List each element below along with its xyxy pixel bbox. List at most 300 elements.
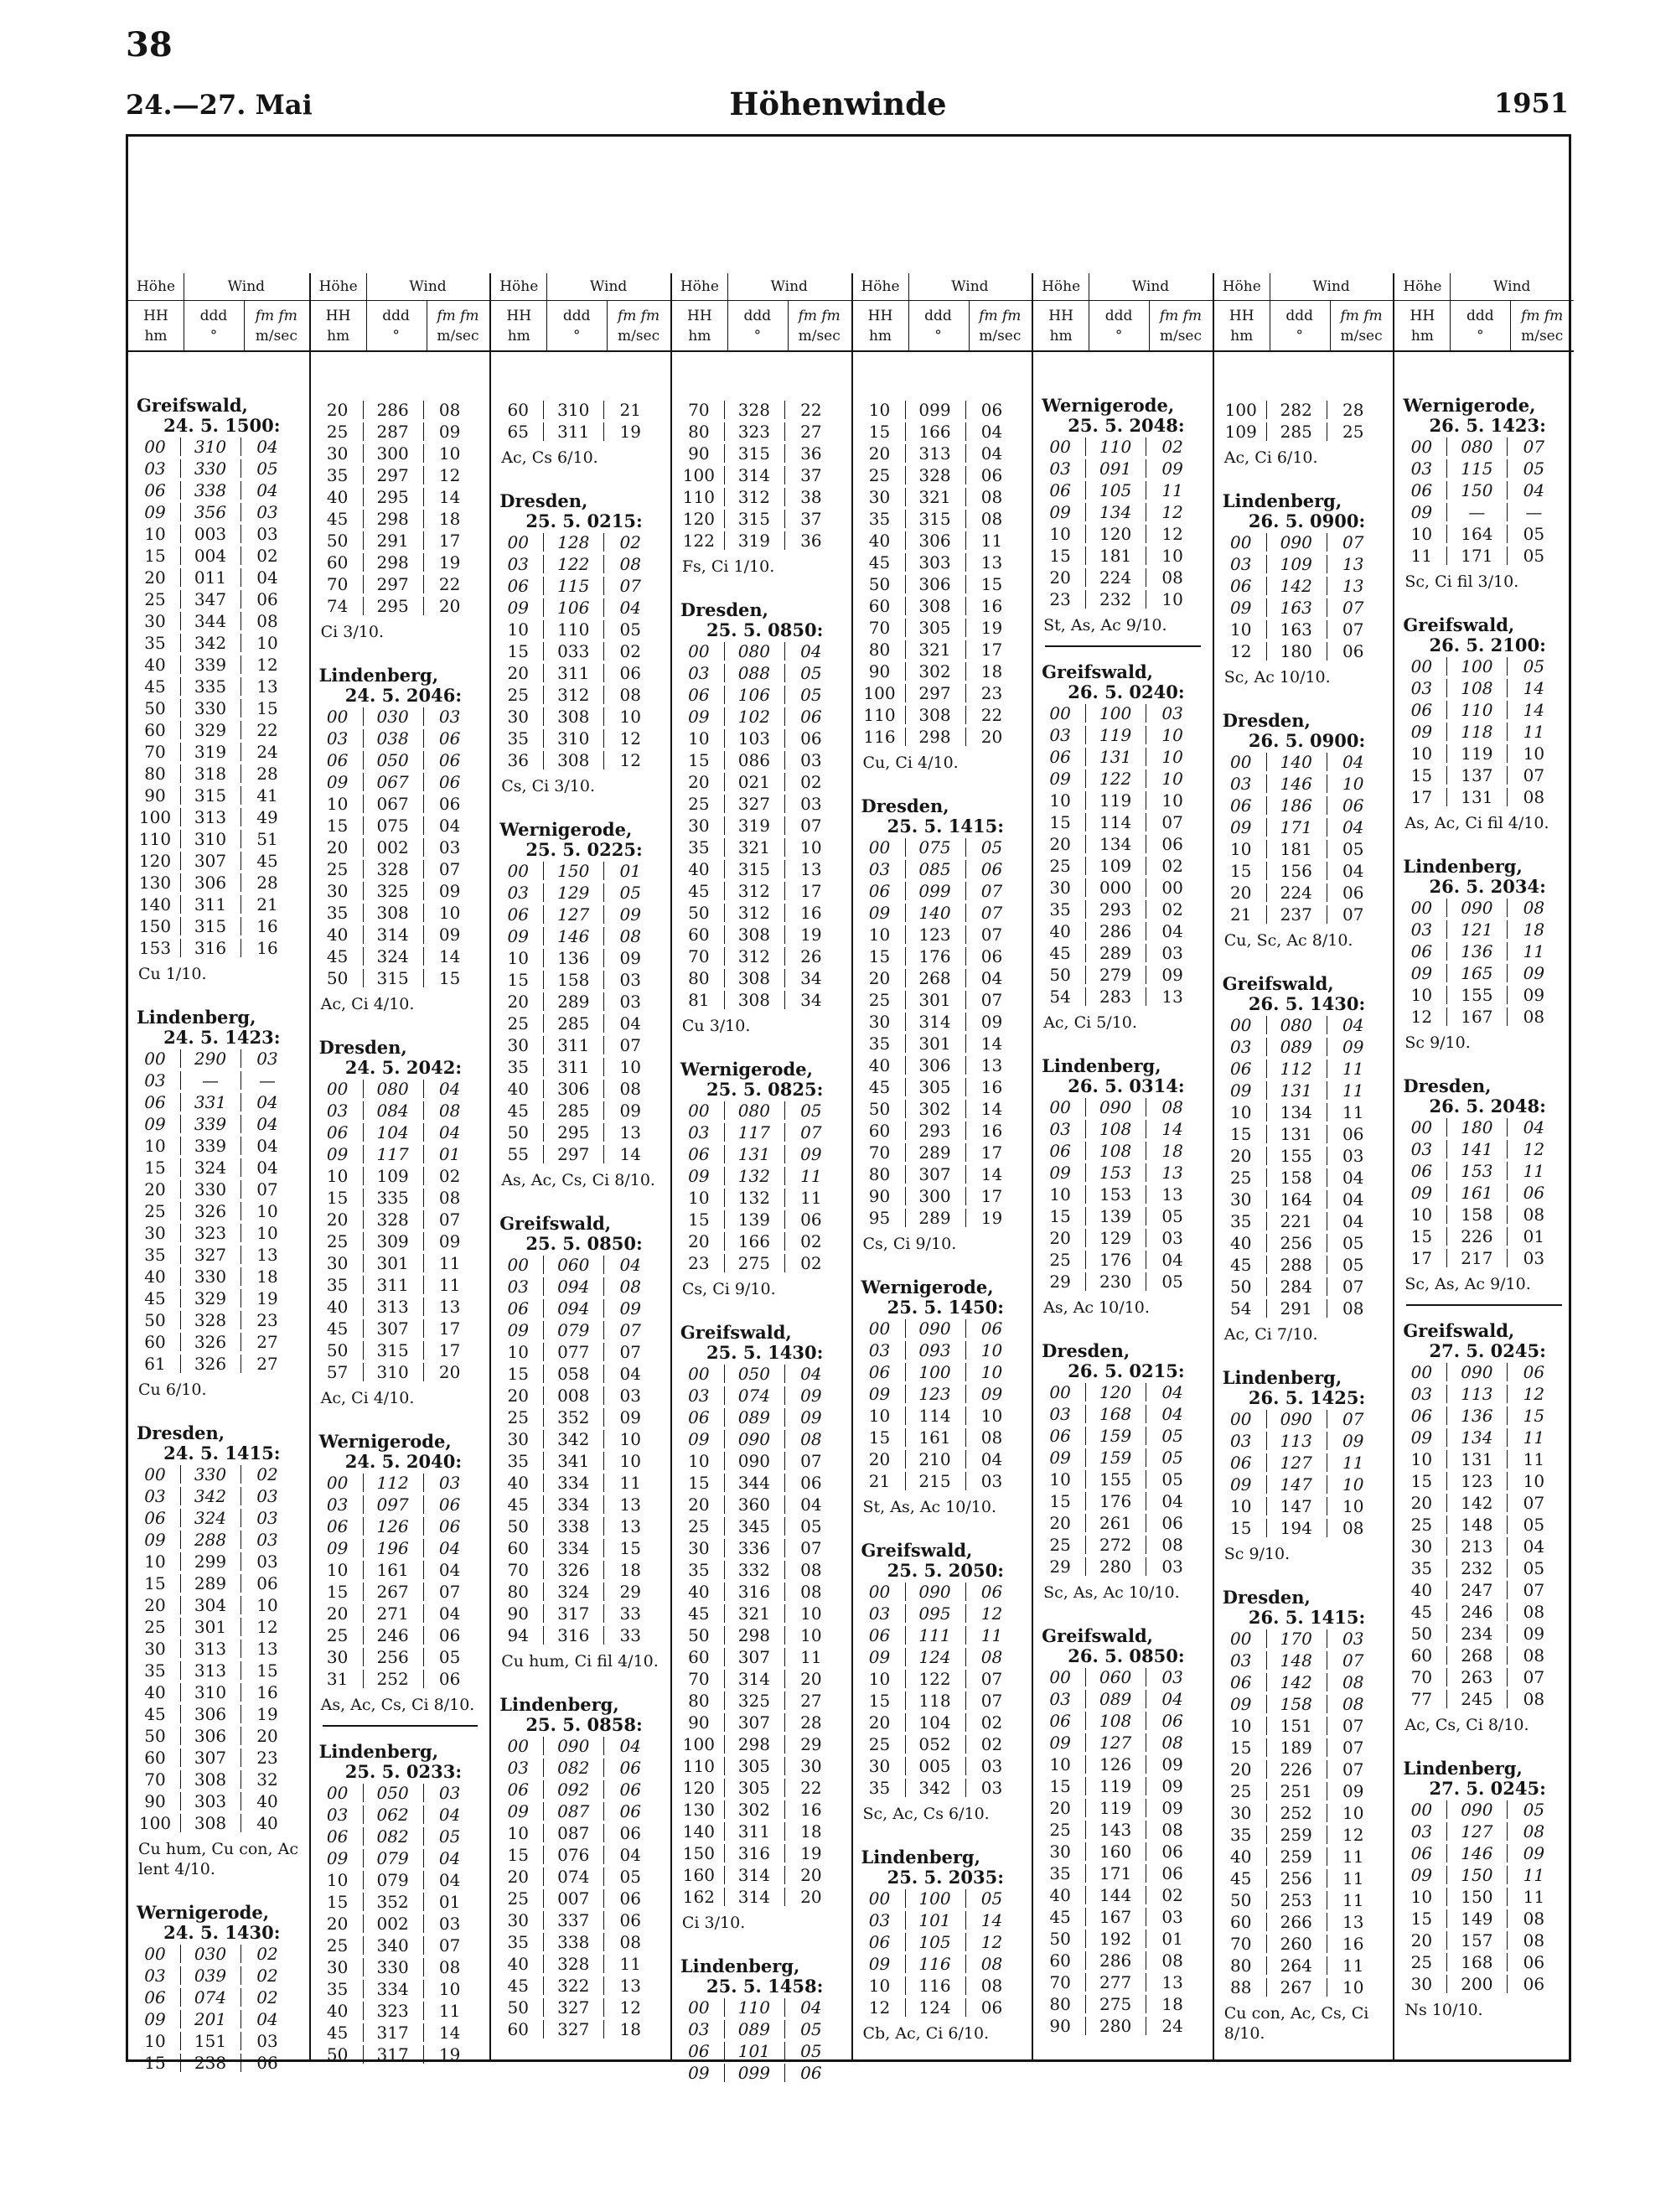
table-row: [1396, 764, 1572, 786]
direction-cell: 308: [905, 704, 965, 726]
direction-cell: 247: [1446, 1579, 1507, 1601]
direction-cell: 134: [1085, 833, 1146, 855]
direction-cell: 288: [180, 1529, 241, 1551]
table-row: [493, 706, 669, 728]
height-cell: 40: [507, 1954, 529, 1974]
direction-cell: 287: [363, 421, 423, 443]
height-cell: 60: [507, 1538, 529, 1558]
table-row: [313, 1187, 489, 1209]
column-header: [853, 273, 1032, 352]
height-cell: 09: [507, 926, 529, 946]
speed-cell: 02: [784, 1252, 838, 1274]
height-cell: 06: [688, 2041, 710, 2061]
table-row: [1035, 2015, 1211, 2037]
table-row: [313, 1804, 489, 1826]
height-cell: 110: [682, 487, 715, 507]
direction-cell: 260: [1266, 1933, 1327, 1955]
height-cell: 81: [688, 990, 710, 1010]
height-cell: 03: [1410, 1139, 1433, 1159]
direction-cell: 090: [1446, 897, 1507, 919]
table-row: [130, 1681, 308, 1703]
speed-cell: 09: [1146, 964, 1199, 986]
speed-cell: 03: [241, 1529, 294, 1551]
direction-cell: 163: [1266, 619, 1327, 640]
height-cell: 20: [326, 400, 349, 420]
direction-cell: 321: [724, 837, 784, 858]
height-cell: 15: [507, 1364, 529, 1384]
ddd-label: ddd: [1104, 308, 1133, 324]
table-row: [674, 464, 850, 486]
speed-cell: 06: [1146, 833, 1199, 855]
table-row: [1396, 1557, 1572, 1579]
direction-cell: 310: [543, 399, 603, 421]
direction-cell: 119: [1446, 743, 1507, 764]
table-row: [1035, 833, 1211, 855]
table-row: [1035, 1556, 1211, 1577]
direction-cell: 150: [1446, 479, 1507, 501]
speed-cell: 04: [1327, 860, 1380, 882]
direction-cell: 305: [724, 1755, 784, 1777]
direction-cell: 122: [905, 1668, 965, 1690]
height-cell: 00: [326, 1079, 349, 1099]
height-cell: 10: [507, 619, 529, 640]
station-name: Greifswald,: [680, 1322, 792, 1343]
station-heading: [130, 1903, 308, 1943]
speed-cell: 01: [423, 1891, 477, 1913]
height-cell: 09: [1049, 768, 1071, 789]
speed-cell: 17: [965, 1142, 1019, 1163]
observation-time: 27. 5. 0245:: [1429, 1339, 1546, 1361]
observation-time: 25. 5. 1415:: [887, 816, 1004, 837]
table-row: [1216, 1276, 1392, 1298]
height-cell: 30: [507, 1035, 529, 1055]
direction-cell: 117: [363, 1143, 423, 1165]
height-cell: 100: [682, 465, 715, 485]
table-row: [130, 654, 308, 676]
speed-cell: 07: [423, 858, 477, 880]
height-cell: 03: [688, 2019, 710, 2039]
cloud-note: Sc, Ac 10/10.: [1223, 668, 1331, 686]
speed-cell: 06: [603, 1909, 657, 1931]
table-row: [674, 858, 850, 880]
height-cell: 20: [1049, 1227, 1071, 1248]
direction-cell: 221: [1266, 1210, 1327, 1232]
speed-cell: 18: [1146, 1140, 1199, 1162]
speed-cell: 05: [965, 837, 1019, 858]
observation-time: 25. 5. 0215:: [525, 510, 643, 531]
station-name: Greifswald,: [1403, 1319, 1515, 1341]
speed-cell: 02: [241, 1965, 294, 1987]
direction-cell: 076: [543, 1844, 603, 1866]
height-cell: 15: [1410, 1470, 1433, 1491]
height-cell: 10: [688, 1451, 710, 1471]
speed-cell: 17: [423, 530, 477, 552]
speed-cell: 02: [965, 1733, 1019, 1755]
wind-label: Wind: [589, 278, 628, 295]
speed-cell: 09: [603, 1406, 657, 1428]
height-cell: 00: [1230, 1409, 1252, 1429]
observation-time: 24. 5. 2046:: [344, 685, 463, 706]
table-row: [130, 697, 308, 719]
height-cell: 15: [688, 1210, 710, 1230]
speed-cell: 05: [1507, 523, 1560, 545]
direction-cell: 089: [1085, 1688, 1146, 1710]
direction-cell: 166: [905, 421, 965, 443]
ddd-label: ddd: [1285, 308, 1314, 324]
direction-cell: 226: [1266, 1759, 1327, 1780]
height-cell: 09: [507, 1320, 529, 1340]
height-cell: 06: [507, 1779, 529, 1800]
observation-time: 24. 5. 1415:: [163, 1443, 281, 1463]
height-cell: 15: [326, 816, 349, 836]
height-cell: 45: [507, 1976, 529, 1996]
table-row: [1216, 1759, 1392, 1780]
speed-cell: 10: [1327, 1802, 1380, 1824]
height-cell: 10: [1410, 743, 1433, 764]
direction-cell: 319: [180, 741, 241, 763]
speed-cell: 06: [423, 1668, 477, 1690]
speed-cell: 09: [1146, 1775, 1199, 1797]
height-cell: 00: [1049, 702, 1071, 723]
speed-cell: 07: [1327, 1715, 1380, 1737]
direction-cell: 005: [905, 1755, 965, 1777]
direction-cell: 267: [1266, 1976, 1327, 1998]
direction-cell: 298: [724, 1733, 784, 1755]
direction-cell: 007: [543, 1888, 603, 1909]
height-cell: 30: [1049, 1841, 1071, 1862]
wind-label: Wind: [1312, 278, 1350, 295]
observation-block: [1035, 396, 1211, 635]
direction-cell: 149: [1446, 1908, 1507, 1930]
speed-cell: 04: [423, 1804, 477, 1826]
height-cell: 06: [144, 480, 166, 500]
table-row: [130, 588, 308, 610]
table-row: [1035, 768, 1211, 790]
height-cell: 90: [144, 785, 166, 806]
height-cell: 15: [1410, 1908, 1433, 1929]
table-row: [1396, 699, 1572, 721]
hm-label: hm: [1049, 328, 1073, 344]
speed-cell: 08: [1146, 1732, 1199, 1754]
height-cell: 03: [868, 1603, 891, 1624]
direction-cell: 246: [363, 1624, 423, 1646]
ddd-label: ddd: [199, 308, 228, 324]
table-row: [674, 1122, 850, 1143]
height-cell: 09: [144, 502, 166, 522]
direction-cell: 308: [724, 967, 784, 989]
direction-cell: 030: [180, 1943, 241, 1965]
height-cell: 03: [1230, 774, 1252, 794]
height-cell: 15: [688, 750, 710, 770]
observation-block: [674, 399, 850, 577]
height-cell: 25: [1230, 1781, 1252, 1801]
speed-cell: 08: [1507, 897, 1560, 919]
direction-cell: 124: [905, 1997, 965, 2018]
hoehe-label: Höhe: [136, 278, 176, 295]
speed-cell: 08: [1507, 1908, 1560, 1930]
speed-cell: 02: [1146, 436, 1199, 458]
direction-cell: 297: [905, 682, 965, 704]
height-cell: 20: [1230, 1759, 1252, 1779]
direction-cell: 315: [724, 508, 784, 530]
speed-cell: 14: [423, 945, 477, 967]
table-row: [130, 523, 308, 545]
speed-cell: 04: [1327, 751, 1380, 773]
table-row: [1216, 1846, 1392, 1868]
table-row: [674, 1143, 850, 1165]
table-row: [855, 552, 1031, 573]
direction-cell: 310: [180, 1681, 241, 1703]
speed-cell: 03: [241, 501, 294, 523]
table-row: [313, 1318, 489, 1339]
observation-time: 24. 5. 1423:: [163, 1027, 281, 1048]
speed-cell: 25: [1327, 421, 1380, 443]
table-row: [1396, 1361, 1572, 1383]
speed-cell: 08: [1327, 1693, 1380, 1715]
degree-label: °: [934, 328, 942, 344]
direction-cell: 299: [180, 1551, 241, 1572]
table-row: [1396, 1951, 1572, 1973]
table-row: [493, 969, 669, 991]
table-row: [130, 458, 308, 479]
direction-cell: 311: [543, 1034, 603, 1056]
direction-cell: 326: [180, 1331, 241, 1353]
speed-cell: 12: [241, 654, 294, 676]
speed-cell: 08: [965, 508, 1019, 530]
table-row: [313, 1472, 489, 1494]
table-row: [855, 1581, 1031, 1603]
speed-cell: 04: [1146, 1490, 1199, 1512]
speed-cell: 29: [603, 1581, 657, 1603]
table-row: [313, 771, 489, 793]
speed-cell: 10: [965, 1405, 1019, 1427]
height-cell: 45: [1230, 1868, 1252, 1888]
height-cell: 20: [1049, 1797, 1071, 1818]
height-cell: 40: [326, 2000, 349, 2021]
speed-cell: 04: [603, 1844, 657, 1866]
table-row: [130, 1157, 308, 1179]
direction-cell: 157: [1446, 1930, 1507, 1951]
speed-cell: 08: [784, 1428, 838, 1450]
height-cell: 20: [507, 1867, 529, 1887]
direction-cell: 344: [180, 610, 241, 632]
direction-cell: 171: [1446, 545, 1507, 567]
direction-cell: 311: [724, 1821, 784, 1842]
height-cell: 60: [507, 400, 529, 420]
hm-label: hm: [507, 328, 530, 344]
station-heading: [855, 796, 1031, 837]
speed-cell: 16: [965, 1120, 1019, 1142]
direction-cell: 126: [363, 1515, 423, 1537]
cloud-note: Cu, Sc, Ac 8/10.: [1223, 931, 1353, 950]
table-row: [855, 902, 1031, 924]
speed-cell: 16: [965, 1076, 1019, 1098]
observation-block: [1035, 1626, 1211, 2042]
table-row: [130, 1572, 308, 1594]
speed-cell: 11: [965, 530, 1019, 552]
speed-cell: 03: [603, 969, 657, 991]
table-row: [1216, 1123, 1392, 1145]
speed-cell: 08: [1507, 1930, 1560, 1951]
table-column: [489, 273, 670, 2059]
station-heading: [1396, 396, 1572, 436]
speed-cell: 22: [241, 719, 294, 741]
direction-cell: 122: [543, 553, 603, 575]
height-cell: 00: [1410, 1799, 1433, 1820]
direction-cell: 161: [905, 1427, 965, 1448]
table-row: [1216, 1650, 1392, 1671]
speed-cell: 06: [423, 749, 477, 771]
height-cell: 00: [1410, 1361, 1433, 1382]
observation-time: 24. 5. 1500:: [163, 415, 281, 436]
table-row: [674, 1690, 850, 1712]
speed-cell: 07: [1327, 1737, 1380, 1759]
speed-cell: 10: [1146, 746, 1199, 768]
table-row: [855, 1690, 1031, 1712]
height-cell: 60: [144, 720, 166, 740]
direction-cell: 342: [180, 632, 241, 654]
height-cell: 40: [1230, 1847, 1252, 1867]
height-cell: 20: [868, 443, 891, 464]
height-cell: 45: [1410, 1601, 1433, 1622]
height-cell: 00: [507, 532, 529, 552]
speed-cell: 40: [241, 1812, 294, 1834]
table-row: [313, 552, 489, 573]
speed-cell: 09: [423, 924, 477, 945]
height-cell: 06: [1049, 1425, 1071, 1446]
table-row: [674, 1712, 850, 1733]
height-cell: 03: [688, 1122, 710, 1142]
table-row: [313, 1869, 489, 1891]
table-row: [1216, 1014, 1392, 1036]
speed-cell: 07: [784, 1450, 838, 1472]
table-row: [313, 1913, 489, 1935]
speed-cell: 09: [1507, 1623, 1560, 1645]
speed-cell: 11: [1507, 940, 1560, 962]
speed-cell: 20: [784, 1886, 838, 1908]
direction-cell: 316: [543, 1624, 603, 1646]
speed-cell: 38: [784, 486, 838, 508]
table-row: [1396, 1405, 1572, 1427]
table-row: [1396, 1799, 1572, 1821]
speed-cell: 07: [241, 1179, 294, 1200]
cloud-note: Cu hum, Cu con, Ac lent 4/10.: [138, 1840, 298, 1878]
height-cell: 00: [1410, 656, 1433, 676]
speed-cell: 15: [241, 1660, 294, 1681]
height-cell: 25: [507, 1888, 529, 1909]
speed-cell: 13: [603, 1515, 657, 1537]
direction-cell: 147: [1266, 1474, 1327, 1495]
table-row: [313, 573, 489, 595]
speed-cell: 08: [1327, 1298, 1380, 1319]
height-cell: 06: [1410, 1842, 1433, 1863]
height-cell: 00: [868, 1582, 891, 1602]
height-cell: 35: [1230, 1825, 1252, 1845]
speed-cell: 03: [241, 1048, 294, 1070]
table-row: [855, 1888, 1031, 1909]
speed-cell: 08: [1507, 1601, 1560, 1623]
height-cell: 50: [144, 1310, 166, 1330]
table-row: [1396, 1908, 1572, 1930]
height-cell: 09: [326, 1847, 349, 1868]
station-heading: [130, 1423, 308, 1463]
ddd-label: ddd: [924, 308, 952, 324]
direction-cell: 164: [1266, 1189, 1327, 1210]
height-cell: 45: [144, 1288, 166, 1308]
table-row: [1035, 1819, 1211, 1841]
table-column: [1393, 273, 1574, 2059]
speed-cell: 13: [241, 1244, 294, 1266]
table-row: [1396, 1623, 1572, 1645]
direction-cell: 148: [1446, 1514, 1507, 1536]
speed-cell: 04: [1327, 816, 1380, 838]
speed-cell: 13: [241, 1638, 294, 1660]
direction-cell: 114: [1085, 811, 1146, 833]
direction-cell: 339: [180, 654, 241, 676]
table-row: [1035, 1447, 1211, 1469]
direction-cell: 142: [1446, 1492, 1507, 1514]
direction-cell: 267: [363, 1581, 423, 1603]
direction-cell: 291: [363, 530, 423, 552]
speed-cell: 09: [1327, 1430, 1380, 1452]
table-row: [493, 1254, 669, 1276]
table-row: [1216, 1189, 1392, 1210]
direction-cell: 341: [543, 1450, 603, 1472]
table-row: [130, 1943, 308, 1965]
table-row: [855, 1733, 1031, 1755]
observation-time: 26. 5. 0900:: [1248, 730, 1366, 751]
direction-cell: 307: [724, 1646, 784, 1668]
speed-cell: 11: [1507, 1160, 1560, 1182]
height-cell: 35: [1049, 899, 1071, 920]
speed-cell: 08: [965, 1953, 1019, 1975]
observation-time: 25. 5. 0225:: [525, 839, 643, 860]
direction-cell: 308: [724, 989, 784, 1011]
table-row: [493, 1624, 669, 1646]
table-row: [1216, 1232, 1392, 1254]
table-row: [855, 967, 1031, 989]
height-cell: 25: [144, 589, 166, 609]
observation-block: [1216, 1588, 1392, 2044]
direction-cell: 327: [543, 1997, 603, 2018]
height-cell: 90: [868, 661, 891, 681]
height-cell: 10: [1410, 1448, 1433, 1469]
height-cell: 60: [326, 552, 349, 572]
speed-cell: 03: [1146, 1227, 1199, 1249]
height-cell: 100: [1224, 400, 1257, 420]
table-row: [1216, 1933, 1392, 1955]
msec-label: m/sec: [1340, 328, 1383, 344]
height-cell: 50: [868, 1099, 891, 1119]
direction-cell: 080: [1266, 1014, 1327, 1036]
table-row: [1035, 746, 1211, 768]
speed-cell: 28: [784, 1712, 838, 1733]
speed-cell: 41: [241, 785, 294, 806]
height-cell: 06: [326, 1122, 349, 1142]
speed-cell: 06: [603, 1822, 657, 1844]
table-column: [851, 273, 1032, 2059]
table-row: [1035, 1118, 1211, 1140]
cloud-note: St, As, Ac 9/10.: [1043, 616, 1167, 635]
direction-cell: 067: [363, 771, 423, 793]
speed-cell: 02: [423, 1165, 477, 1187]
fmfm-label: fm fm: [798, 308, 841, 324]
height-cell: 25: [507, 1407, 529, 1427]
direction-cell: 272: [1085, 1534, 1146, 1556]
speed-cell: 10: [1507, 743, 1560, 764]
speed-cell: 13: [1327, 575, 1380, 597]
speed-cell: 20: [784, 1864, 838, 1886]
